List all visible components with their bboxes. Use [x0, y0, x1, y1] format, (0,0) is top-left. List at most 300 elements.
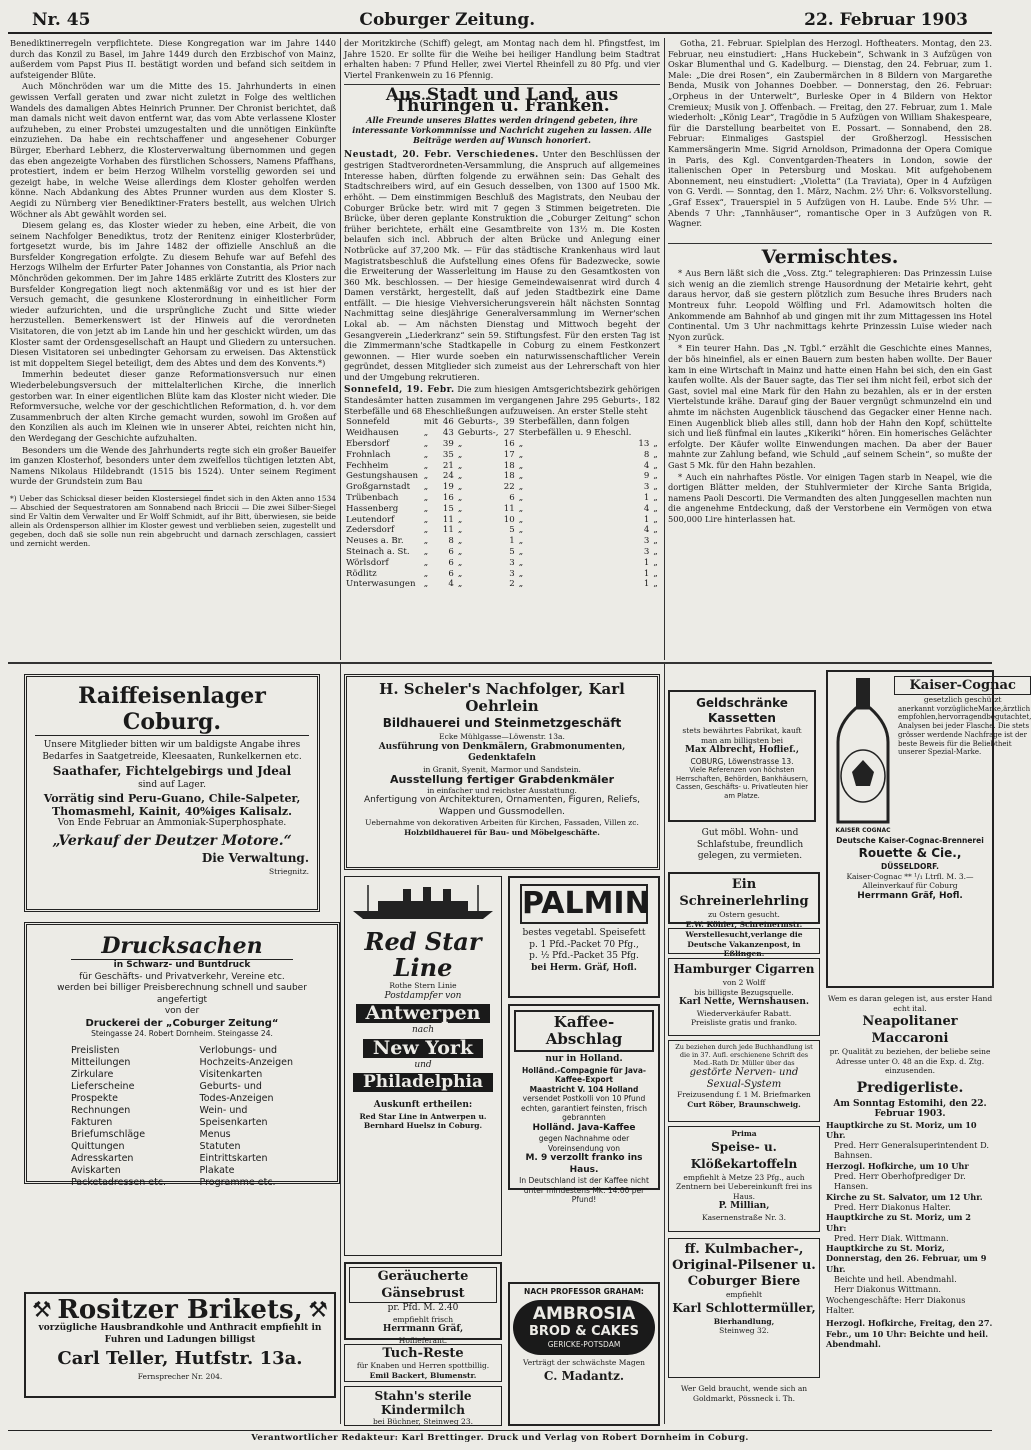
- dateline: Sonnefeld, 19. Febr.: [344, 384, 455, 395]
- ad-title: Raiffeisenlager Coburg.: [35, 683, 309, 736]
- ad-text: pr. Pfd. M. 2.40: [387, 1303, 459, 1313]
- ad-text: P. Millian,: [718, 1201, 770, 1211]
- table-cell: „: [653, 568, 658, 579]
- table-cell: „: [653, 492, 658, 503]
- table-cell: 16: [503, 439, 515, 449]
- table-row: [344, 417, 660, 428]
- section-divider: [668, 243, 992, 244]
- ad-text: Herrmann Gräf,: [382, 1324, 464, 1334]
- service-entry: Herr Diakonus Wittmann.: [834, 1284, 941, 1295]
- table-cell: „: [653, 514, 658, 525]
- ad-text: empfiehlt: [725, 1290, 763, 1299]
- list-item: Preislisten: [71, 1044, 120, 1056]
- table-cell: „: [423, 449, 429, 460]
- ad-geldschraenke: [668, 690, 816, 822]
- table-cell: 5: [509, 546, 515, 557]
- ad-text: bei Herm. Gräf, Hofl.: [531, 962, 637, 973]
- ad-text: von 2 Wolff: [722, 978, 766, 987]
- table-cell: 11: [442, 514, 454, 525]
- ad-title: Tuch-Reste: [382, 1346, 464, 1361]
- ad-title: Drucksachen: [71, 933, 292, 960]
- ad-text: für Knaben und Herren spottbillig.: [356, 1361, 490, 1370]
- ad-title: Geldschränke Kassetten: [696, 696, 788, 725]
- ad-text: und: [414, 1059, 432, 1070]
- ad-text: stets bewährtes Fabrikat, kauft man am billigsten bei: [682, 726, 802, 745]
- list-item: Visitenkarten: [199, 1068, 263, 1080]
- table-cell: Sterbefällen u. 9 Eheschl.: [518, 428, 632, 439]
- ad-subtitle: Bildhauerei und Steinmetzgeschäft: [382, 716, 622, 730]
- table-cell: 13: [638, 439, 650, 449]
- ad-kindermilch: [344, 1386, 502, 1426]
- ad-text: Holländ.-Compagnie für Java-Kaffee-Export: [521, 1065, 646, 1084]
- ad-title: Red Star Line: [364, 927, 482, 982]
- table-cell: 1: [643, 579, 650, 590]
- ad-text: versendet Postkolli von 10 Pfund echten, garantiert feinsten, frisch gebrannten: [520, 1094, 648, 1122]
- table-cell: 22: [503, 482, 515, 493]
- ad-text: Viele Referenzen von höchsten Herrschaften, Behörden, Bankhäusern, Cassen, Geschäfts- u. Privatleuten hier am Platze.: [675, 766, 809, 800]
- table-cell: „: [653, 460, 658, 471]
- table-cell: 3: [643, 536, 650, 547]
- list-item: Briefumschläge: [71, 1128, 146, 1140]
- ad-text: Hoflieferant.: [398, 1335, 448, 1345]
- footnote: *) Ueber das Schicksal dieser beiden Klostersiegel findet sich in den Akten anno 1534 — Abschied der Sequestratoren am Sonnabend nach Briccii — Die zwei Silber-Siegel sind Er Valtin dem Verwalter und Er Wolff Schmidt, auf ihr Bitt, überwiesen, sie beide allein als Ordensperson allhier im Kloster gewest und verblieben seien, zugestellt und gegeben, doch daß sie solle nun rein abgebrucht und darnach zerschlagen, cassiert und zernicht werden.: [10, 493, 336, 548]
- issue-date: 22. Februar 1903: [804, 10, 968, 30]
- service-entry: Kirche zu St. Salvator, um 12 Uhr.: [826, 1191, 983, 1202]
- table-cell: „: [518, 568, 524, 579]
- ad-vakanzenpost: [668, 928, 820, 958]
- ad-kulmbacher: [668, 1238, 820, 1378]
- table-cell: 39: [442, 439, 454, 449]
- list-item: Plakate: [199, 1164, 235, 1176]
- ad-palmin: [508, 876, 660, 998]
- table-row: [344, 558, 660, 569]
- list-item: Wein- und: [199, 1104, 248, 1116]
- ad-text: Zu beziehen durch jede Buchhandlung ist die in 37. Aufl. erschienene Schrift des Med.-Rath Dr. Müller über das: [675, 1043, 813, 1067]
- service-date: Am Sonntag Estomihi, den 22. Februar 1903.: [833, 1099, 987, 1120]
- service-entry: Pred. Herr Oberhofprediger Dr. Hansen.: [834, 1171, 966, 1192]
- ad-text: Emil Backert, Blumenstr.: [369, 1370, 477, 1380]
- table-cell: „: [423, 471, 429, 482]
- table-cell: „: [423, 546, 429, 557]
- table-cell: „: [457, 460, 463, 471]
- ad-kaffee: [508, 1004, 660, 1204]
- table-cell: „: [518, 482, 524, 493]
- footnote-divider: [133, 490, 213, 491]
- ad-text: Kaiser-Cognac ** ¹/₁ Ltrfl. M. 3.—: [846, 871, 974, 881]
- ad-text: NACH PROFESSOR GRAHAM:: [524, 1287, 644, 1296]
- section-divider: [344, 84, 660, 85]
- table-cell: „: [518, 471, 524, 482]
- column-1: [10, 38, 336, 658]
- ad-red-star-line: [344, 876, 502, 1256]
- service-entry: Pred. Herr Diak. Wittmann.: [834, 1232, 949, 1243]
- table-cell: 11: [503, 503, 515, 514]
- table-cell: 35: [442, 449, 454, 460]
- statistics-table: [344, 417, 660, 590]
- table-cell: 27: [503, 428, 515, 439]
- table-cell: Steinach a. St.: [346, 546, 410, 557]
- list-item: Hochzeits-Anzeigen: [199, 1056, 293, 1068]
- paragraph: Auch Mönchröden war um die Mitte des 15. Jahrhunderts in einen gewissen Verfall geraten und zwar nicht zuletzt in Folge des weltlichen Wandels des damaligen Abtes Heinrich Prunner. Der Chronist berichtet, daß man damals nicht weit davon entfernt war, das vom Abte verlassene Kloster aufzuheben, zu einer Probstei umzugestalten und die unnötigen Einkünfte einzuziehen. Da habe ein rechtschaffener und angesehener Coburger Bürger, Eberhard Lebherz, die Klosterverwaltung übernommen und gegen das eben angezeigte Vorhaben des fürstlichen Schossers, Namens Pfaffhans, protestiert, indem er beim Herzog Wilhelm vorstellig geworden sei und gezeigt habe, in welche Weise allerdings dem Kloster geholfen werden könne. Nach Abdankung des Abtes Prunner wurden aus dem Kloster S. Aegidi zu Nürnberg vier Benediktiner-Fraters bestellt, aus welchen Ulrich Wöchner als Abt gewählt worden sei.: [10, 81, 336, 219]
- ad-text: Freizusendung f. 1 M. Briefmarken: [677, 1090, 811, 1099]
- section-title: Predigerliste.: [856, 1080, 964, 1096]
- table-cell: 6: [448, 557, 454, 568]
- table-cell: „: [457, 546, 463, 557]
- article-text: Unter den Beschlüssen der gestrigen Stadtverordneten-Versammlung, die Anspruch auf allgemeines Interesse haben, dürften folgende zu erwähnen sein: Das Gehalt des Stadtschreibers wird, auf ein Gesuch desselben, von 1300 auf 1500 Mk. erhöht. — Dem einstimmigen Beschluß des Magistrats, den Neubau der Coburger Brücke betr. wird mit 7 gegen 3 Stimmen beigetreten. Die Brücke, über deren geplante Konstruktion die „Coburger Zeitung“ schon früher berichtete, erhält eine Gesamtbreite von 13½ m. Die Kosten belaufen sich incl. Abbruch der alten Brücke und Anlegung einer Notbrücke auf 37,200 Mk. — Für das städtische Krankenhaus wird laut Magistratsbeschluß die Aufstellung eines Ofens für Badezwecke, sowie die Erweiterung der Wasserleitung im Hause zu den Gesamtkosten von 360 Mk. beschlossen. — Der hiesige Gemeindewaisenrat wird durch 4 Damen verstärkt, hergestellt, daß auf jeden Stadtbezirk eine Dame entfällt. — Die hiesige Viehversicherungsverein hält nächsten Sonntag Nachmittag seine diesjährige Generalversammlung im Werner'schen Lokal ab. — Am nächsten Dienstag und Mittwoch begeht der Gesangverein „Liederkranz“ sein 59. Stiftungsfest. Für den ersten Tag ist die Zimmermann'sche Stadtkapelle in Coburg zu einem Festkonzert gewonnen. — Hier wurde soeben ein naturwissenschaftlicher Verein gegründet, dessen Mitglieder sich zumeist aus der Lehrerschaft von hier und der Umgebung rekrutieren.: [344, 148, 661, 383]
- ad-room-rent: Gut möbl. Wohn- und Schlafstube, freundlich gelegen, zu vermieten.: [696, 828, 804, 861]
- article-text: Die zum hiesigen Amtsgerichtsbezirk gehörigen Standesämter hatten zusammen im vergangenen Jahre 295 Geburts-, 182 Sterbefälle und 68 Eheschließungen aufzuweisen. An erster Stelle steht: [344, 383, 660, 416]
- table-cell: Weidhausen: [346, 428, 399, 439]
- table-cell: „: [457, 492, 463, 503]
- table-cell: „: [518, 439, 524, 449]
- table-cell: 17: [503, 449, 515, 460]
- city-banner: New York: [363, 1039, 483, 1058]
- table-row: [344, 547, 660, 558]
- table-cell: „: [653, 471, 658, 482]
- ad-text: Steingasse 24. Robert Dornheim. Steingasse 24.: [91, 1029, 273, 1038]
- column-3: [668, 38, 992, 660]
- table-cell: „: [653, 546, 658, 557]
- ad-text: „Verkauf der Deutzer Motore.“: [52, 833, 292, 849]
- ad-text: Kasernenstraße Nr. 3.: [701, 1212, 787, 1222]
- dateline: Neustadt, 20. Febr. Verschiedenes.: [344, 149, 539, 160]
- ad-title: gestörte Nerven- und Sexual-System: [689, 1067, 799, 1090]
- ad-title: Hamburger Cigarren: [673, 962, 815, 976]
- news-item: * Auch ein nahrhaftes Pöstle. Vor einigen Tagen starb in Neapel, wie die dortigen Blätter melden, der Stuhlvermieter der Kirche Santa Brigida, namens Paoli Descorti. Die Vermandten des alten Junggesellen machten nun die angenehme Entdeckung, daß der Verstorbene ein Vermögen von etwa 500,000 Lire hinterlassen hat.: [668, 471, 992, 524]
- ad-text: Wem es daran gelegen ist, aus erster Hand echt ital.: [827, 994, 993, 1013]
- table-cell: Ebersdorf: [346, 439, 390, 449]
- paragraph: Diesem gelang es, das Kloster wieder zu heben, eine Arbeit, die von seinem Nachfolger Benediktus, trotz der Renitenz einiger Klosterbrüder, fortgesetzt wurde, bis im Jahre 1482 der offizielle Anschluß an die Bursfelder Kongregation erfolgte. Zu diesem Behufe war auf Befehl des Herzogs Wilhelm der Erfurter Pater Johannes von Constantia, als Prior nach Mönchröden gekommen. Der im Jahre 1485 erklärte Zutritt des Klosters zur Bursfelder Kongregation liegt noch aktenmäßig vor und es ist hier der Versuch gemacht, die gesunkene Klosterordnung in einheitlicher Form wieder aufzurichten, und die ursprüngliche Zucht und Sitte wieder herzustellen. Bemerkenswert ist der Hinweis auf die verordneten Visitatoren, die von jetzt ab im Lande hin und her geschickt würden, um das Kloster samt der Ordensgesellschaft an Haupt und Gliedern zu untersuchen. Diesen Visitatoren sei unbedingter Gehorsam zu erweisen. Das Aktenstück ist mit doppeltem Siegel beteiligt, dem des Abtes und dem des Konvents.*): [10, 220, 336, 368]
- table-cell: „: [653, 482, 658, 493]
- list-item: Geburts- und: [199, 1080, 262, 1092]
- ad-geld-gesucht: Wer Geld braucht, wende sich an Goldmarkt, Pössneck i. Th.: [680, 1384, 808, 1403]
- table-cell: Großgarnstadt: [346, 482, 411, 493]
- table-cell: 4: [643, 460, 650, 471]
- list-item: Lieferscheine: [71, 1080, 135, 1092]
- table-cell: 2: [509, 579, 515, 590]
- service-entry: Hauptkirche zu St. Moriz, Donnerstag, den 26. Februar, um 9 Uhr.: [826, 1243, 987, 1274]
- steamship-icon: [348, 881, 498, 921]
- table-cell: 1: [509, 536, 515, 547]
- column-2: [344, 38, 660, 660]
- ad-text: p. ½ Pfd.-Packet 35 Pfg.: [529, 951, 639, 961]
- ad-drucksachen: [24, 922, 340, 1188]
- ad-subtitle: BROD & CAKES: [528, 1323, 640, 1339]
- table-cell: „: [457, 449, 463, 460]
- table-cell: 46: [442, 417, 454, 428]
- table-cell: „: [423, 428, 429, 439]
- service-entry: Herzogl. Hofkirche, um 10 Uhr: [826, 1160, 969, 1171]
- ad-text: Alleinverkauf für Coburg: [862, 881, 958, 890]
- table-cell: 8: [448, 536, 454, 547]
- ad-header: [832, 676, 1031, 826]
- ad-text: für Geschäfts- und Privatverkehr, Vereine etc.: [79, 971, 285, 982]
- ad-text: werden bei billiger Preisberechnung schnell und sauber angefertigt: [57, 983, 307, 1005]
- ad-text: bestes vegetabl. Speisefett: [522, 928, 646, 938]
- newspaper-title: Coburger Zeitung.: [359, 10, 536, 30]
- table-cell: Geburts-,: [457, 428, 499, 439]
- table-cell: Rödlitz: [346, 568, 377, 579]
- table-cell: „: [423, 525, 429, 536]
- table-cell: „: [457, 471, 463, 482]
- paragraph: der Moritzkirche (Schiff) gelegt, am Montag nach dem hl. Pfingstfest, im Jahre 1520. Er sollte für die Weihe bei heiliger Handlung beim Stadtrat erhalten haben: 7 Pfund Heller, zwei Viertel Rheinfell zu 80 Pfg. und vier Viertel Frankenwein zu 16 Pfennig.: [344, 38, 660, 80]
- table-cell: „: [423, 579, 429, 590]
- list-item: Verlobungs- und: [199, 1044, 278, 1056]
- table-cell: 6: [448, 546, 454, 557]
- ad-text: Herrmann Gräf, Hofl.: [857, 890, 963, 901]
- table-cell: Trübenbach: [346, 492, 399, 503]
- table-cell: 4: [448, 579, 454, 590]
- ad-title: Stahn's sterile Kindermilch: [374, 1389, 472, 1417]
- ad-text: in Granit, Syenit, Marmor und Sandstein.: [423, 764, 581, 774]
- table-cell: 1: [643, 514, 650, 525]
- table-cell: „: [653, 449, 658, 460]
- ad-text: Auskunft ertheilen:: [373, 1100, 473, 1110]
- ad-text: Deutsche Kaiser-Cognac-Brennerei: [836, 835, 984, 845]
- list-item: Mitteilungen: [71, 1056, 131, 1068]
- table-cell: „: [457, 579, 463, 590]
- ad-text: Druckerei der „Coburger Zeitung“: [85, 1017, 279, 1029]
- table-cell: „: [457, 568, 463, 579]
- city-banner: Antwerpen: [356, 1004, 491, 1023]
- table-cell: 1: [643, 568, 650, 579]
- table-cell: Sonnefeld: [346, 417, 390, 428]
- ad-text: Wiederverkäufer Rabatt.: [696, 1008, 792, 1018]
- table-cell: „: [423, 503, 429, 514]
- ad-text: E.W. Köhler, Schreinermstr.: [685, 919, 803, 929]
- table-cell: „: [518, 460, 524, 471]
- ad-title: Geräucherte Gänsebrust: [349, 1267, 497, 1303]
- ad-text: anerkannt vorzüglicheMarke,ärztlich empfohlen,hervorragendbegutachtet, Analysen bei jeder Flasche. Die stets grösser werdende Nachfrage ist der beste Beweis für die Beliebtheit unserer Spezial-Marke.: [898, 704, 1031, 757]
- ad-hamburger-cigarren: [668, 958, 820, 1036]
- ad-text: Ecke Mühlgasse—Löwenstr. 13a.: [439, 732, 565, 741]
- ad-text: Postdampfer von: [384, 990, 462, 1001]
- service-entry: Beichte und heil. Abendmahl.: [834, 1274, 957, 1285]
- table-cell: „: [653, 503, 658, 514]
- ad-subtitle: Rothe Stern Linie: [389, 981, 457, 990]
- table-cell: „: [518, 503, 524, 514]
- ad-text: p. 1 Pfd.-Packet 70 Pfg.,: [529, 939, 639, 950]
- table-row: [344, 450, 660, 461]
- ad-text: nur in Holland.: [545, 1054, 623, 1064]
- table-cell: „: [518, 449, 524, 460]
- ad-text: empfiehlt frisch: [392, 1314, 454, 1324]
- ad-text: Fernsprecher Nr. 204.: [137, 1372, 223, 1381]
- table-cell: 19: [442, 482, 454, 493]
- table-cell: „: [653, 525, 658, 536]
- ad-text: Verträgt der schwächste Magen: [523, 1358, 645, 1367]
- ad-rositzer: [24, 1292, 336, 1398]
- table-cell: „: [423, 492, 429, 503]
- list-item: Menus: [199, 1128, 231, 1140]
- table-row: [344, 428, 660, 439]
- table-cell: 16: [442, 492, 454, 503]
- table-cell: 1: [643, 557, 650, 568]
- table-cell: 21: [442, 460, 454, 471]
- list-item: Programme etc.: [199, 1176, 276, 1188]
- ad-title: Speise- u. Klößekartoffeln: [690, 1139, 798, 1171]
- table-cell: Wörlsdorf: [346, 557, 389, 568]
- hammer-icon: ⚒: [32, 1297, 52, 1323]
- paragraph: Benediktinerregeln verpflichtete. Diese Kongregation war im Jahre 1440 durch das Konzil zu Basel, im Jahre 1449 durch den Erzbischof von Mainz, außerdem vom Papst Pius II. bestätigt worden und befand sich seitdem in aufsteigender Blüte.: [10, 38, 336, 80]
- table-row: [344, 569, 660, 580]
- issue-number: Nr. 45: [32, 10, 91, 30]
- table-cell: „: [423, 460, 429, 471]
- table-row: [344, 515, 660, 526]
- table-row: [344, 536, 660, 547]
- table-cell: „: [653, 536, 658, 547]
- section-title: Vermischtes.: [761, 245, 899, 268]
- table-row: [344, 525, 660, 536]
- ad-text: Ausführung von Denkmälern, Grabmonumenten, Gedenktafeln: [378, 741, 626, 763]
- table-cell: 24: [442, 471, 454, 482]
- section-subtitle: Alle Freunde unseres Blattes werden dringend gebeten, ihre interessante Vorkommnisse und Nachricht zugehen zu lassen. Alle Beiträge werden auf Wunsch honoriert.: [352, 114, 652, 145]
- product-list: [200, 1045, 293, 1189]
- ad-text: Uebernahme von dekorativen Arbeiten für Kirchen, Fassaden, Villen zc.: [365, 818, 639, 827]
- service-entry: Herzogl. Hofkirche, Freitag, den 27. Febr., um 10 Uhr: Beichte und heil. Abendmahl.: [826, 1318, 993, 1349]
- ad-text: gegen Nachnahme oder Voreinsendung von: [538, 1134, 630, 1153]
- table-cell: Leutendorf: [346, 514, 395, 525]
- list-item: Zirkulare: [71, 1068, 114, 1080]
- ad-text: Red Star Line in Antwerpen u. Bernhard Huelsz in Coburg.: [359, 1111, 487, 1130]
- ad-title: ff. Kulmbacher-, Original-Pilsener u. Coburger Biere: [672, 1242, 816, 1289]
- table-cell: 4: [643, 503, 650, 514]
- ad-kaiser-cognac: [826, 670, 1031, 988]
- ad-text: zu Ostern gesucht.: [708, 910, 780, 919]
- ad-title: AMBROSIA: [532, 1303, 636, 1324]
- imprint: Verantwortlicher Redakteur: Karl Brettinger. Druck und Verlag von Robert Dornheim in Coburg.: [8, 1430, 992, 1444]
- ad-text: Karl Nette, Wernshausen.: [678, 997, 810, 1007]
- list-item: Prospekte: [71, 1092, 118, 1104]
- ad-title: Ein Schreinerlehrling: [679, 877, 809, 909]
- ad-text: vorzügliche Hausbrandkohle und Anthracit empfiehlt in Fuhren und Ladungen billigst: [38, 1323, 322, 1345]
- service-entry: Hauptkirche zu St. Moriz, um 10 Uhr.: [826, 1119, 977, 1140]
- ad-tuch-reste: [344, 1344, 502, 1382]
- prediger-liste: [826, 1080, 994, 1424]
- service-entry: Wochengeschäfte: Herr Diakonus Halter.: [826, 1294, 966, 1315]
- table-cell: „: [518, 557, 524, 568]
- ad-text: Holländ. Java-Kaffee: [532, 1122, 636, 1133]
- ad-text: bei Büchner, Steinweg 23.: [373, 1417, 473, 1426]
- paragraph: [344, 149, 660, 383]
- ad-text: Holzbildhauerei für Bau- und Möbelgeschäfte.: [404, 827, 600, 837]
- table-cell: „: [423, 536, 429, 547]
- ad-text: bis billigste Bezugsquelle.: [694, 987, 794, 997]
- table-cell: 3: [643, 482, 650, 493]
- ad-text: Werstellesucht,verlange die Deutsche Vakanzenpost, in Eßlingen.: [685, 930, 803, 958]
- list-item: Statuten: [199, 1140, 241, 1152]
- table-row: [344, 493, 660, 504]
- column-rule: [664, 664, 665, 1424]
- table-cell: 18: [503, 471, 515, 482]
- table-cell: „: [518, 579, 524, 590]
- ad-text: empfiehlt à Metze 23 Pfg., auch Zentnern bei Uebereinkunft frei ins Haus.: [676, 1172, 812, 1201]
- hammer-icon: ⚒: [308, 1297, 328, 1323]
- table-cell: „: [457, 525, 463, 536]
- table-cell: „: [457, 514, 463, 525]
- table-cell: 3: [643, 546, 650, 557]
- table-cell: 4: [643, 525, 650, 536]
- list-item: Speisenkarten: [199, 1116, 268, 1128]
- ad-title: Neapolitaner Maccaroni: [862, 1014, 958, 1046]
- ad-ambrosia: [508, 1282, 660, 1426]
- table-cell: „: [423, 568, 429, 579]
- table-cell: „: [423, 514, 429, 525]
- table-cell: „: [518, 492, 524, 503]
- ad-signature: Die Verwaltung.: [201, 851, 309, 865]
- table-cell: Geburts-,: [457, 417, 499, 428]
- table-cell: Zedersdorf: [346, 525, 395, 536]
- table-cell: 1: [643, 492, 650, 503]
- table-cell: Gestungshausen: [346, 471, 419, 482]
- ad-text: Vorrätig sind Peru-Guano, Chile-Salpeter, Thomasmehl, Kainit, 40%iges Kalisalz.: [43, 791, 301, 818]
- table-row: [344, 579, 660, 590]
- ad-text: in Schwarz- und Buntdruck: [113, 960, 251, 970]
- ad-text: C. Madantz.: [543, 1368, 625, 1383]
- table-cell: 8: [643, 449, 650, 460]
- ambrosia-label: [513, 1300, 655, 1356]
- ad-scheler: [344, 674, 660, 870]
- print-products: [35, 1045, 329, 1189]
- news-item: * Ein teurer Hahn. Das „N. Tgbl.“ erzählt die Geschichte eines Mannes, der bös hineinfiel, als er einen Bauern zum besten haben wollte. Der Bauer kam in eine Wirtschaft in Mainz und hatte einen Hahn bei sich, den ein Gast kaufen wollte. Als der Bauer sagte, das Tier sei ihm nicht feil, erbot sich der Gast, soviel mal eine Mark für den Hahn zu bezahlen, als er in der ersten Viertelstunde krähe. Darauf ging der Bauer vergnügt schmunzelnd ein und ahmte im nächsten Augenblick täuschend das Gegacker einer Henne nach. Einen Augenblick blieb alles still, dann hob der Hahn den Kopf, schüttelte sich und ließ fünfmal ein lautes „Kikeriki“ hören. Ein homerisches Gelächter erfolgte. Der Käufer wollte Einwendungen machen. Da aber der Bauer mahnte zur Zahlung befand, wie Schuld „auf seinem Schein“, so mußte der Gast 5 Mk. für den Hahn bezahlen.: [668, 343, 992, 470]
- ad-text: Unsere Mitglieder bitten wir um baldigste Angabe ihres Bedarfes in Saatgetreide, Kleesaaten, Runkelkernen etc.: [42, 740, 302, 762]
- table-cell: „: [423, 482, 429, 493]
- list-item: Eintrittskarten: [199, 1152, 268, 1164]
- ad-schreiner: [668, 872, 820, 929]
- ad-title: Kaffee-Abschlag: [514, 1010, 654, 1052]
- service-entry: Hauptkirche zu St. Moriz, um 2 Uhr:: [826, 1212, 971, 1233]
- ad-text: Maastricht V. 104 Holland: [529, 1084, 639, 1094]
- list-item: Quittungen: [71, 1140, 125, 1152]
- table-cell: 3: [509, 568, 515, 579]
- table-cell: 10: [503, 514, 515, 525]
- table-cell: „: [423, 557, 429, 568]
- ad-nervensystem: [668, 1040, 820, 1122]
- ad-kartoffeln: [668, 1126, 820, 1232]
- table-cell: „: [653, 439, 658, 449]
- ad-text: Preisliste gratis und franko.: [690, 1018, 798, 1027]
- ad-text: von der: [164, 1006, 200, 1016]
- table-cell: „: [457, 482, 463, 493]
- table-cell: „: [518, 514, 524, 525]
- table-cell: Unterwasungen: [346, 579, 416, 590]
- ad-text: GERICKE-POTSDAM: [547, 1339, 621, 1349]
- ad-header: [32, 1297, 328, 1323]
- table-cell: „: [653, 579, 658, 590]
- table-row: [344, 471, 660, 482]
- table-cell: Neuses a. Br.: [346, 536, 404, 547]
- table-cell: 9: [643, 471, 650, 482]
- table-cell: 6: [509, 492, 515, 503]
- bottle-icon: [832, 676, 894, 826]
- ad-text: M. 9 verzollt franko ins Haus.: [525, 1153, 643, 1175]
- list-item: Adresskarten: [71, 1152, 134, 1164]
- table-cell: 6: [448, 568, 454, 579]
- service-entry: Pred. Herr Generalsuperintendent D. Bahnsen.: [834, 1140, 989, 1161]
- table-row: [344, 482, 660, 493]
- table-cell: Hassenberg: [346, 503, 399, 514]
- list-item: Rechnungen: [71, 1104, 131, 1116]
- table-cell: „: [423, 439, 429, 449]
- ad-text: gesetzlich geschützt: [923, 695, 1002, 704]
- list-item: Todes-Anzeigen: [199, 1092, 274, 1104]
- column-rule: [340, 38, 341, 660]
- table-cell: „: [518, 525, 524, 536]
- table-cell: 11: [442, 525, 454, 536]
- ad-text: Von Ende Februar an Ammoniak-Superphosphate.: [57, 817, 287, 828]
- paragraph: [344, 384, 660, 417]
- ad-text: sind auf Lager.: [138, 780, 206, 790]
